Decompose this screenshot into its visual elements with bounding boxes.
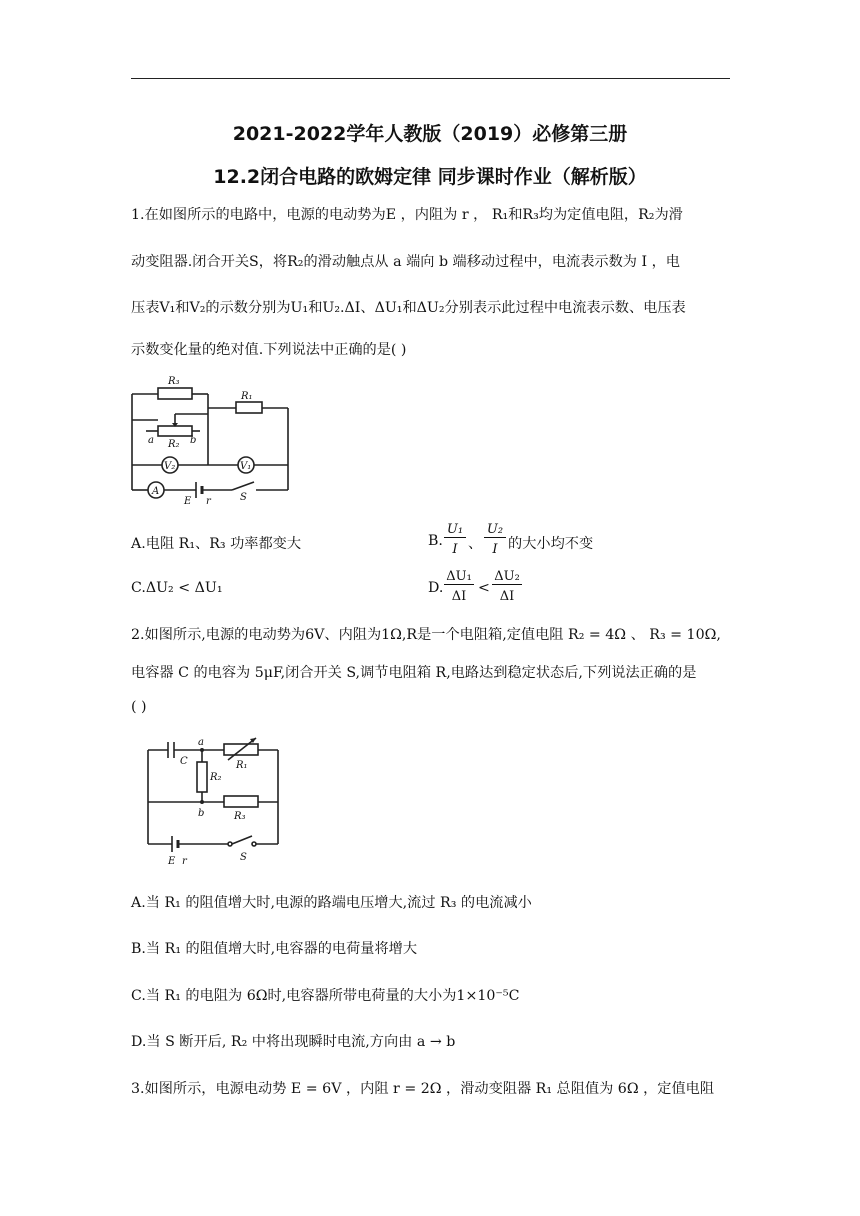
q1-label-ammeter: A	[152, 486, 160, 497]
q1-label-e: E	[184, 496, 192, 506]
q1-label-v2: V₂	[164, 461, 176, 472]
q2-line-3: ( )	[131, 699, 147, 715]
q2-line-1: 2.如图所示,电源的电动势为6V、内阻为1Ω,R是一个电阻箱,定值电阻 R₂ = 4Ω 、 R₃ = 10Ω,	[131, 627, 721, 643]
q1-option-b-u1: U₁	[444, 522, 466, 538]
q2-label-e: E	[168, 856, 176, 867]
doc-title: 2021-2022学年人教版（2019）必修第三册	[232, 123, 628, 145]
q1-label-r3: R₃	[168, 376, 180, 387]
q1-option-b-u2: U₂	[484, 522, 506, 538]
q1-option-d-prefix: D.	[428, 580, 444, 596]
q1-option-d-denominator-2: ΔI	[499, 589, 515, 604]
q1-label-r2: R₂	[168, 439, 180, 450]
q2-label-r2: R₂	[210, 772, 222, 783]
q1-label-r1: R₁	[241, 391, 253, 402]
q2-circuit-diagram	[128, 732, 292, 870]
header-rule	[131, 78, 730, 79]
q2-label-r3: R₃	[234, 811, 246, 822]
q1-option-b-i1: I	[452, 542, 458, 557]
q1-label-a: a	[148, 435, 154, 446]
q3-line-1: 3.如图所示，电源电动势 E = 6V ，内阻 r = 2Ω ，滑动变阻器 R₁ 总阻值为 6Ω ，定值电阻	[131, 1081, 715, 1097]
q2-label-r: r	[182, 856, 187, 867]
q2-label-r1: R₁	[236, 760, 248, 771]
q2-label-b: b	[198, 808, 205, 819]
q1-option-b-separator: 、	[468, 536, 483, 552]
q1-option-d-less-than: <	[478, 580, 490, 596]
q1-label-b: b	[190, 435, 197, 446]
q2-label-c: C	[180, 756, 188, 767]
q1-label-s: S	[240, 492, 247, 503]
q2-option-d: D.当 S 断开后, R₂ 中将出现瞬时电流,方向由 a → b	[131, 1034, 456, 1050]
q2-option-a: A.当 R₁ 的阻值增大时,电源的路端电压增大,流过 R₃ 的电流减小	[131, 895, 532, 911]
q1-option-b-prefix: B.	[428, 533, 443, 549]
q1-option-d-denominator-1: ΔI	[451, 589, 467, 604]
q1-option-b-suffix: 的大小均不变	[508, 536, 594, 552]
q2-line-2: 电容器 C 的电容为 5μF,闭合开关 S,调节电阻箱 R,电路达到稳定状态后,下列说法正确的是	[131, 665, 697, 681]
q1-option-a: A.电阻 R₁、R₃ 功率都变大	[131, 536, 302, 552]
q1-line-1: 1.在如图所示的电路中，电源的电动势为E ，内阻为 r ， R₁和R₃均为定值电阻，R₂为滑	[131, 207, 683, 223]
q1-option-d-numerator-1: ΔU₁	[444, 569, 474, 585]
q2-label-a: a	[198, 737, 204, 748]
q1-line-2: 动变阻器.闭合开关S，将R₂的滑动触点从 a 端向 b 端移动过程中，电流表示数为 I ，电	[131, 254, 680, 270]
q1-option-d-numerator-2: ΔU₂	[492, 569, 522, 585]
q1-label-r: r	[206, 496, 211, 506]
q1-line-3: 压表V₁和V₂的示数分别为U₁和U₂.ΔI、ΔU₁和ΔU₂分别表示此过程中电流表示数、电压表	[131, 300, 686, 316]
q2-option-c: C.当 R₁ 的电阻为 6Ω时,电容器所带电荷量的大小为1×10⁻⁵C	[131, 988, 520, 1004]
q1-label-v1: V₁	[240, 461, 252, 472]
q2-label-s: S	[240, 852, 247, 863]
q1-option-c: C.ΔU₂ < ΔU₁	[131, 580, 223, 596]
q2-option-b: B.当 R₁ 的阻值增大时,电容器的电荷量将增大	[131, 941, 418, 957]
q1-option-b-i2: I	[492, 542, 498, 557]
doc-subtitle: 12.2闭合电路的欧姆定律 同步课时作业（解析版）	[213, 166, 647, 188]
q1-line-4: 示数变化量的绝对值.下列说法中正确的是( )	[131, 342, 407, 358]
q1-circuit-diagram	[128, 370, 292, 506]
